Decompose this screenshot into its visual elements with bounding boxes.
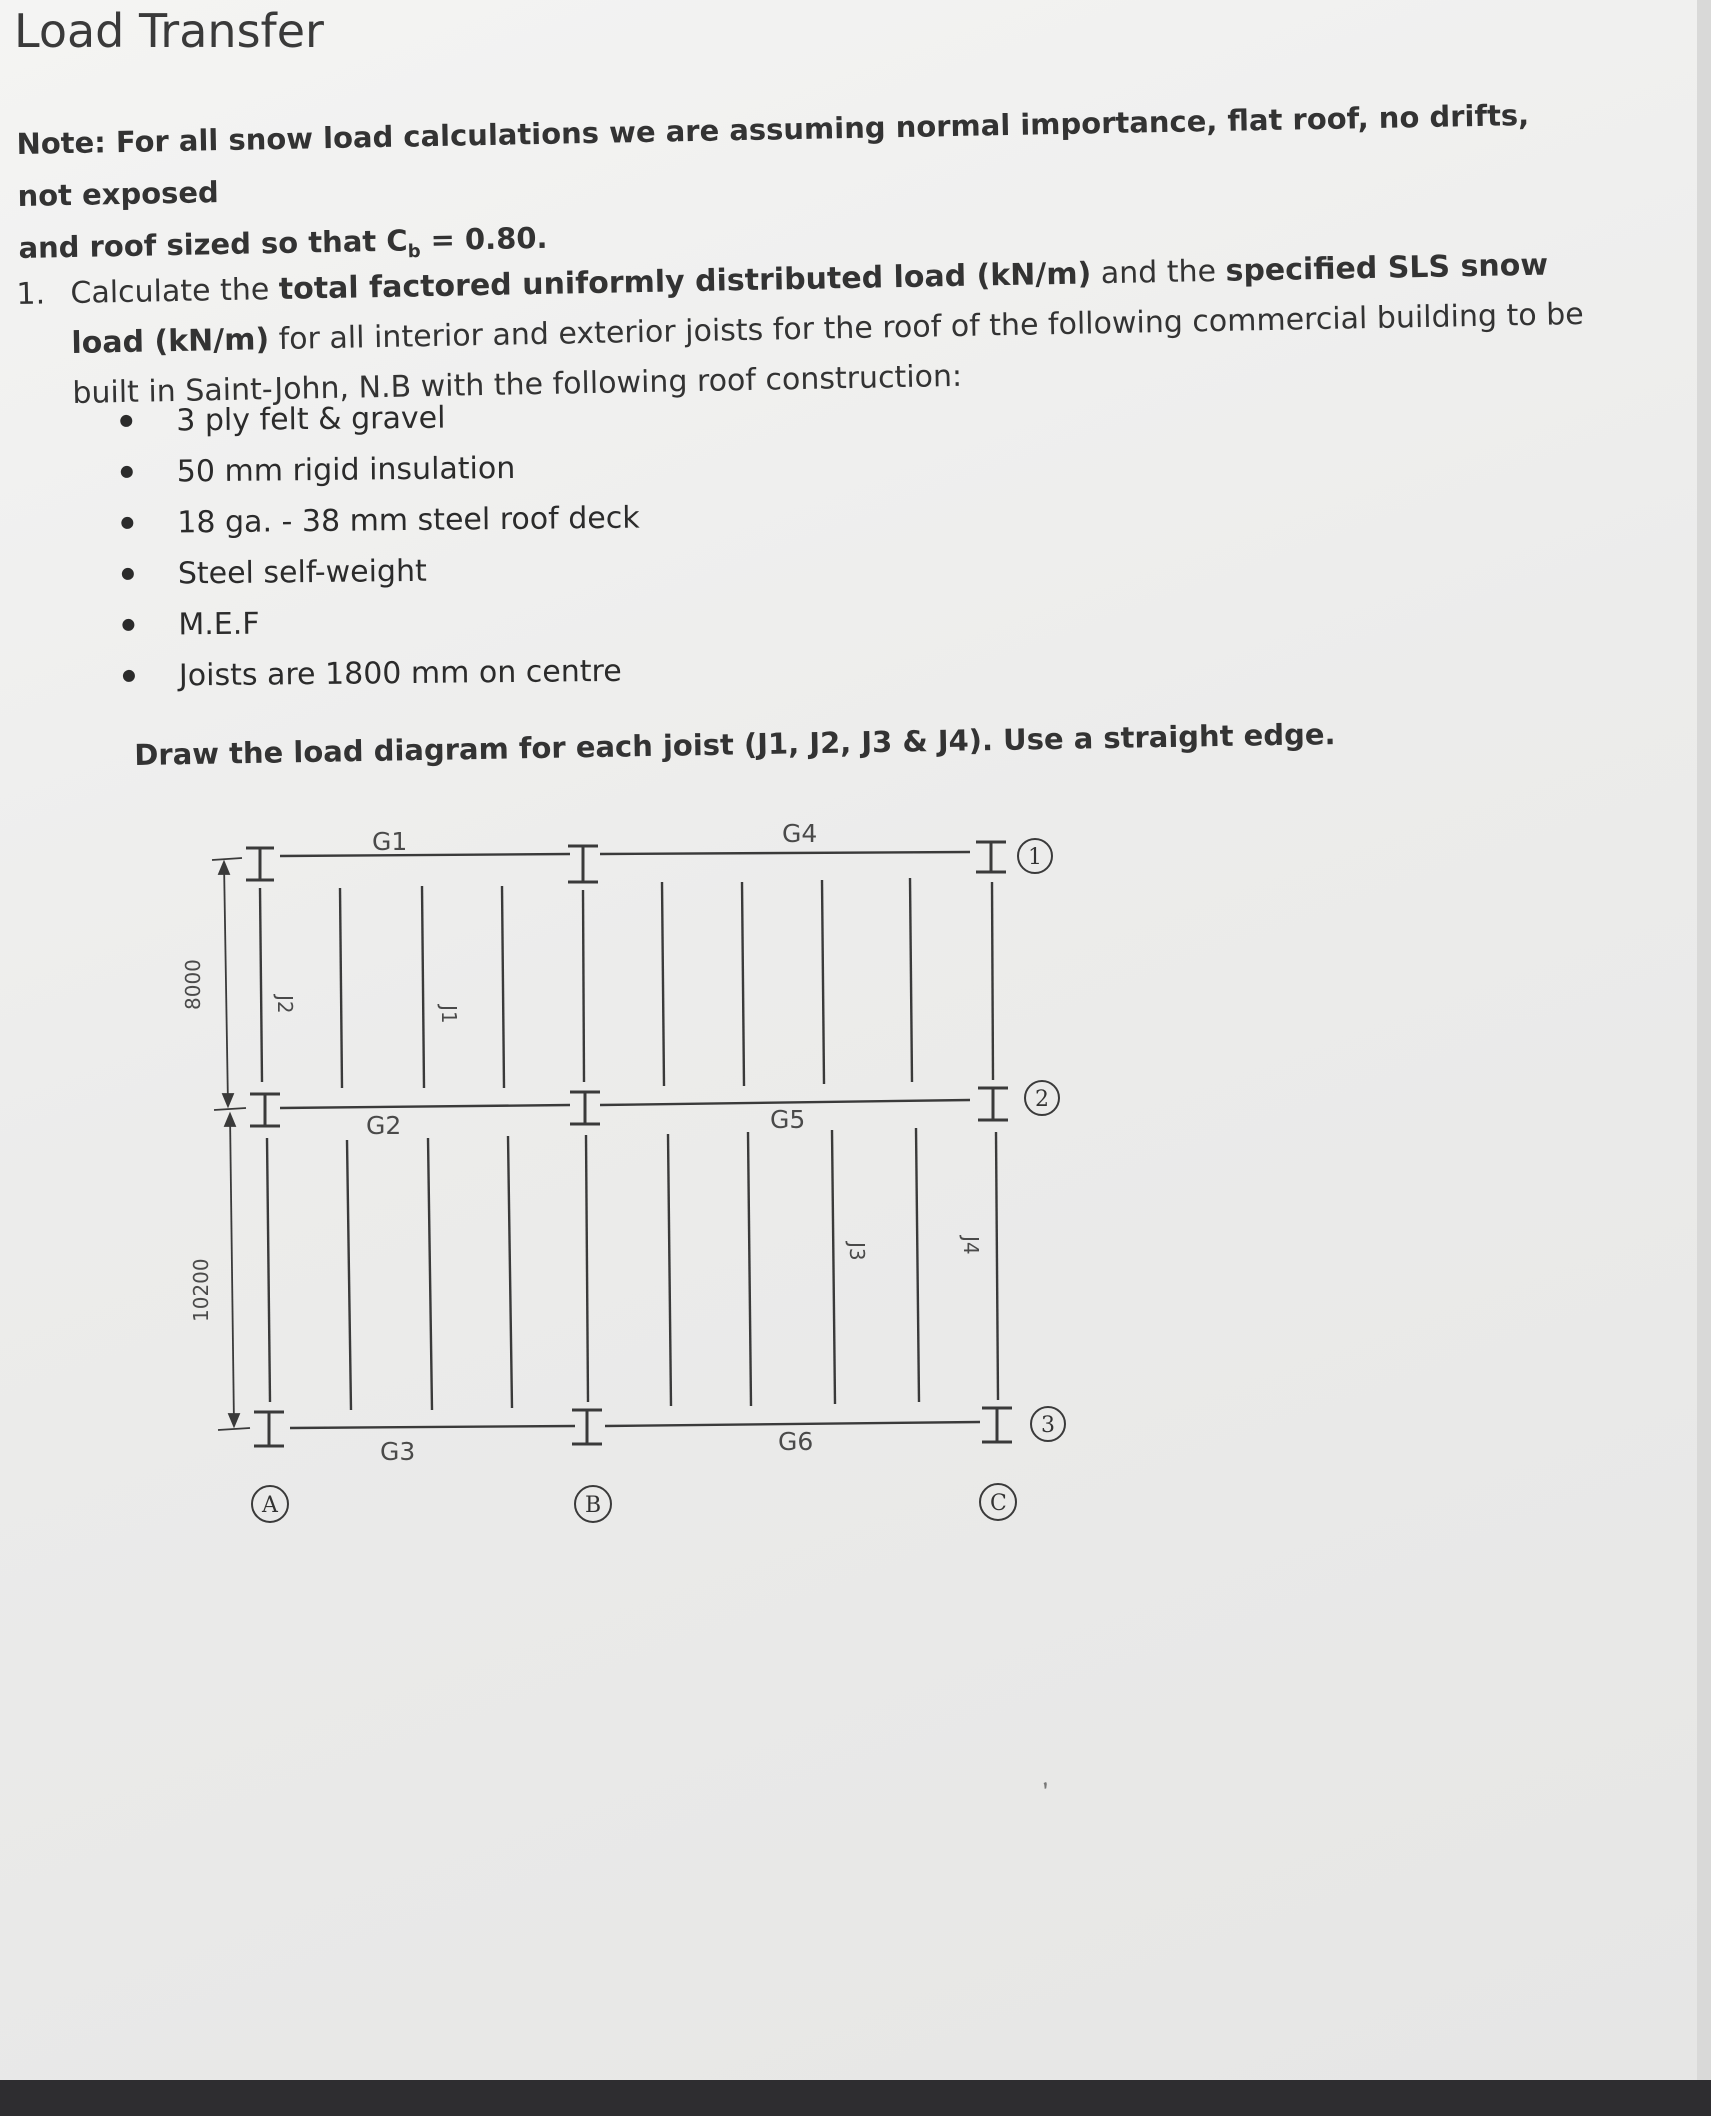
- arrow-down-icon: [223, 1094, 233, 1106]
- bullet-icon: [121, 466, 133, 478]
- girder-g2-line: [280, 1105, 570, 1108]
- joist-line: [916, 1128, 919, 1402]
- label-g5: G5: [770, 1105, 806, 1134]
- column-b2: [570, 1092, 600, 1124]
- list-item: [120, 387, 1020, 447]
- girder-line-a-lower: [267, 1138, 270, 1402]
- girder-line-b-lower: [586, 1135, 588, 1402]
- list-item-text: 50 mm rigid insulation: [176, 450, 516, 490]
- girder-g1-line: [280, 854, 570, 856]
- bullet-icon: [123, 670, 135, 682]
- bullet-icon: [120, 415, 132, 427]
- joist-line: [422, 886, 424, 1088]
- label-j4: J4: [959, 1236, 983, 1255]
- note-line-2-prefix: and roof sized so that C: [18, 223, 408, 265]
- list-item: [121, 438, 1021, 498]
- column-c3: [982, 1408, 1012, 1442]
- joist-line: [748, 1132, 751, 1406]
- joist-line: [508, 1136, 512, 1408]
- bullet-icon: [122, 568, 134, 580]
- column-b3: [572, 1410, 602, 1444]
- dimension-label-8000: 8000: [181, 959, 205, 1010]
- arrow-down-icon: [229, 1414, 239, 1426]
- arrow-up-icon: [225, 1114, 235, 1126]
- roof-construction-list: [120, 387, 1023, 702]
- grid-label-2: 2: [1035, 1087, 1049, 1112]
- note-line-2-suffix: = 0.80.: [420, 220, 548, 258]
- column-a1: [246, 848, 274, 880]
- grid-label-a: A: [262, 1493, 278, 1518]
- list-item-text: 18 ga. - 38 mm steel roof deck: [177, 500, 640, 541]
- list-item: [123, 642, 1023, 702]
- page-edge: [1697, 0, 1711, 2080]
- bullet-icon: [122, 619, 134, 631]
- joist-line: [822, 880, 824, 1084]
- joist-line: [832, 1130, 835, 1404]
- question-text-a: Calculate the: [70, 271, 280, 311]
- joist-line: [742, 882, 744, 1086]
- list-item: [122, 540, 1022, 600]
- label-j2: J2: [273, 995, 297, 1014]
- girder-g6-line: [605, 1422, 980, 1426]
- list-item-text: 3 ply felt & gravel: [176, 400, 446, 439]
- question-number: 1.: [16, 276, 46, 312]
- joist-line: [347, 1140, 351, 1410]
- question-text-c: for all interior and exterior joists for the roof of the following commercial building to be built in Saint-John, N.B with the following roof construction:: [72, 296, 1585, 411]
- joist-line: [662, 882, 664, 1086]
- note-subscript: b: [407, 241, 421, 263]
- joist-line: [910, 878, 912, 1082]
- label-g3: G3: [380, 1437, 416, 1466]
- list-item: [122, 591, 1022, 651]
- dimension-line-8000: [224, 862, 228, 1106]
- joist-line: [668, 1134, 671, 1406]
- dimension-label-10200: 10200: [189, 1258, 213, 1322]
- question-bold-a: total factored uniformly distributed load (kN/m): [278, 256, 1092, 307]
- label-g4: G4: [782, 819, 818, 848]
- joist-line: [502, 886, 504, 1088]
- column-a3: [254, 1412, 284, 1446]
- stray-pen-mark: ʼ: [1039, 1777, 1058, 1809]
- label-g2: G2: [366, 1111, 402, 1140]
- framing-plan-svg: [150, 810, 1090, 1540]
- question-bold-b: specified SLS snow load (kN/m): [71, 247, 1549, 361]
- list-item: [121, 489, 1021, 549]
- grid-label-1: 1: [1028, 845, 1042, 870]
- girder-line-c-lower: [996, 1132, 998, 1400]
- instruction-text: Draw the load diagram for each joist (J1, J2, J3 & J4). Use a straight edge.: [134, 717, 1336, 772]
- girder-line-b-upper: [583, 890, 584, 1082]
- list-item-text: M.E.F: [178, 606, 260, 643]
- page-title: Load Transfer: [14, 4, 324, 58]
- girder-line-c-upper: [992, 882, 993, 1080]
- girder-g3-line: [290, 1426, 575, 1428]
- grid-label-b: B: [585, 1493, 602, 1518]
- girder-g4-line: [600, 852, 970, 854]
- bullet-icon: [121, 517, 133, 529]
- dimension-line-10200: [230, 1114, 234, 1426]
- column-b1: [568, 846, 598, 882]
- column-c2: [978, 1088, 1008, 1120]
- arrow-up-icon: [219, 862, 229, 874]
- grid-label-3: 3: [1041, 1413, 1055, 1438]
- label-g1: G1: [372, 827, 408, 856]
- list-item-text: Steel self-weight: [177, 553, 427, 592]
- column-c1: [976, 842, 1006, 872]
- note-line-1: Note: For all snow load calculations we are assuming normal importance, flat roof, no drifts, not exposed: [16, 97, 1530, 213]
- label-j3: J3: [845, 1242, 869, 1261]
- column-a2: [250, 1094, 280, 1126]
- framing-plan-diagram: [150, 810, 1090, 1540]
- label-j1: J1: [437, 1005, 461, 1024]
- grid-label-c: C: [990, 1491, 1007, 1516]
- list-item-text: Joists are 1800 mm on centre: [178, 653, 622, 694]
- girder-line-a-upper: [260, 888, 262, 1082]
- joist-line: [340, 888, 342, 1088]
- joist-line: [428, 1138, 432, 1410]
- question-text-b: and the: [1090, 253, 1226, 292]
- label-g6: G6: [778, 1427, 814, 1456]
